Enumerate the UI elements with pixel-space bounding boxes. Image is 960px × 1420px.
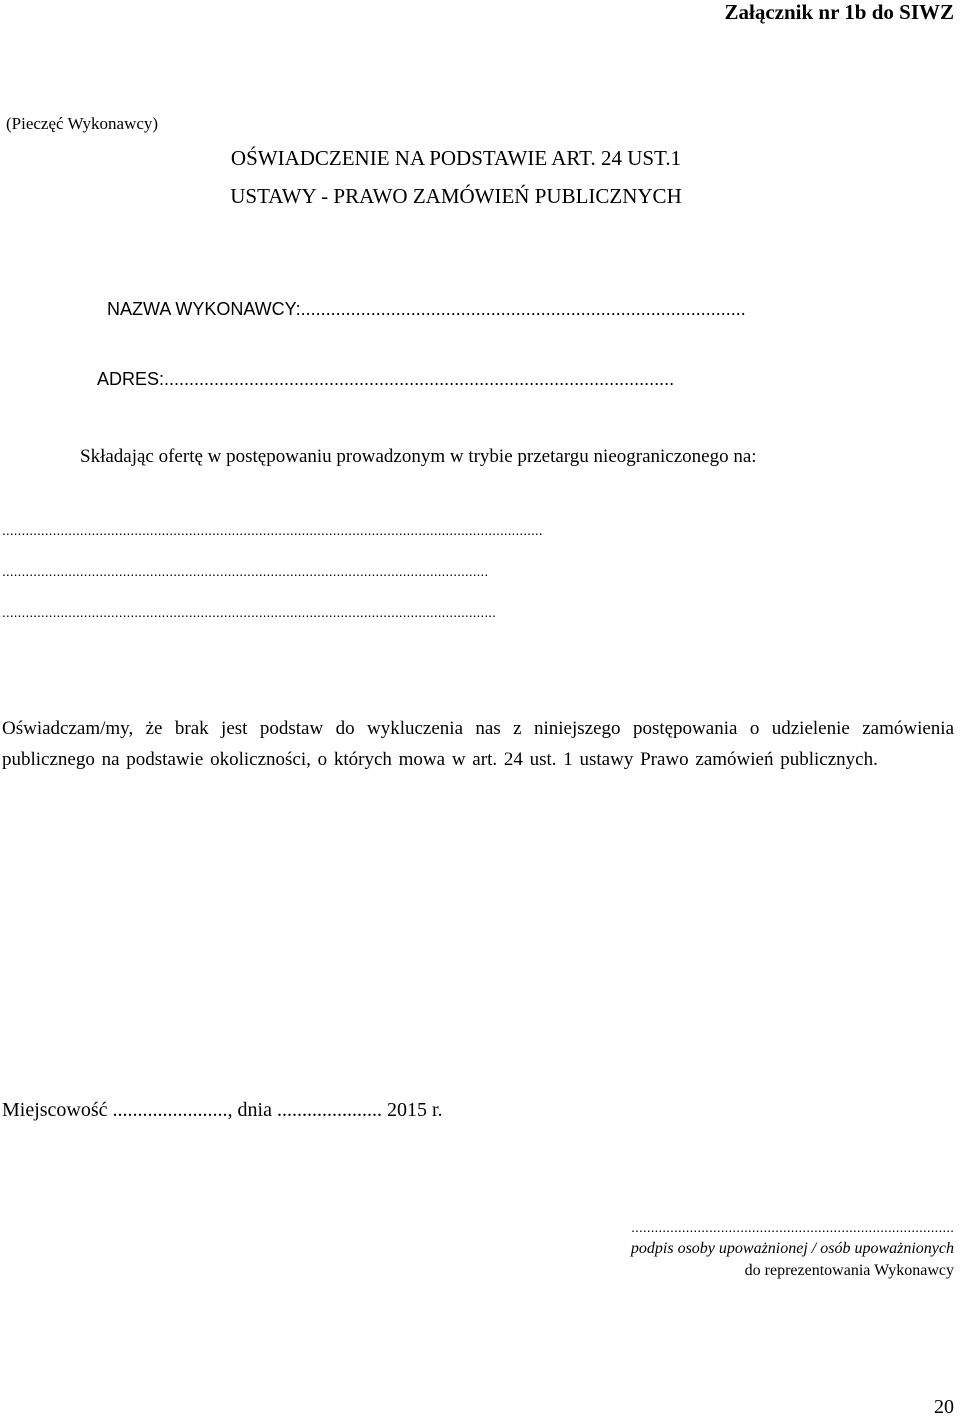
dotted-fill-line-2: .............................................................................................................................	[2, 563, 489, 579]
declaration-paragraph: Oświadczam/my, że brak jest podstaw do wykluczenia nas z niniejszego postępowania o udzielenie zamówienia publicznego na podstawie okoliczności, o których mowa w art. 24 ust. 1 ustawy Prawo zamówień publicznych.	[2, 718, 954, 770]
signature-dotted-line: ...................................................................................	[631, 1219, 954, 1235]
contractor-address-field: ADRES:......................................................................................................	[97, 369, 675, 389]
signature-caption: podpis osoby upoważnionej / osób upoważnionych	[630, 1240, 954, 1257]
signature-caption-2: do reprezentowania Wykonawcy	[744, 1262, 954, 1279]
dotted-fill-line-3: ...............................................................................................................................	[2, 604, 496, 620]
document-title-line-2: USTAWY - PRAWO ZAMÓWIEŃ PUBLICZNYCH	[230, 184, 682, 208]
page-number: 20	[934, 1396, 954, 1418]
offer-intro-text: Składając ofertę w postępowaniu prowadzonym w trybie przetargu nieograniczonego na:	[80, 446, 757, 467]
dotted-fill-line-1: ...........................................................................................................................................	[2, 522, 543, 538]
contractor-name-field: NAZWA WYKONAWCY:.........................................................................................	[107, 299, 746, 319]
document-title-line-1: OŚWIADCZENIE NA PODSTAWIE ART. 24 UST.1	[230, 146, 682, 170]
contractor-stamp-label: (Pieczęć Wykonawcy)	[6, 114, 159, 133]
place-date-line: Miejscowość ......................., dnia ..................... 2015 r.	[2, 1099, 443, 1121]
annex-label: Załącznik nr 1b do SIWZ	[724, 0, 954, 24]
